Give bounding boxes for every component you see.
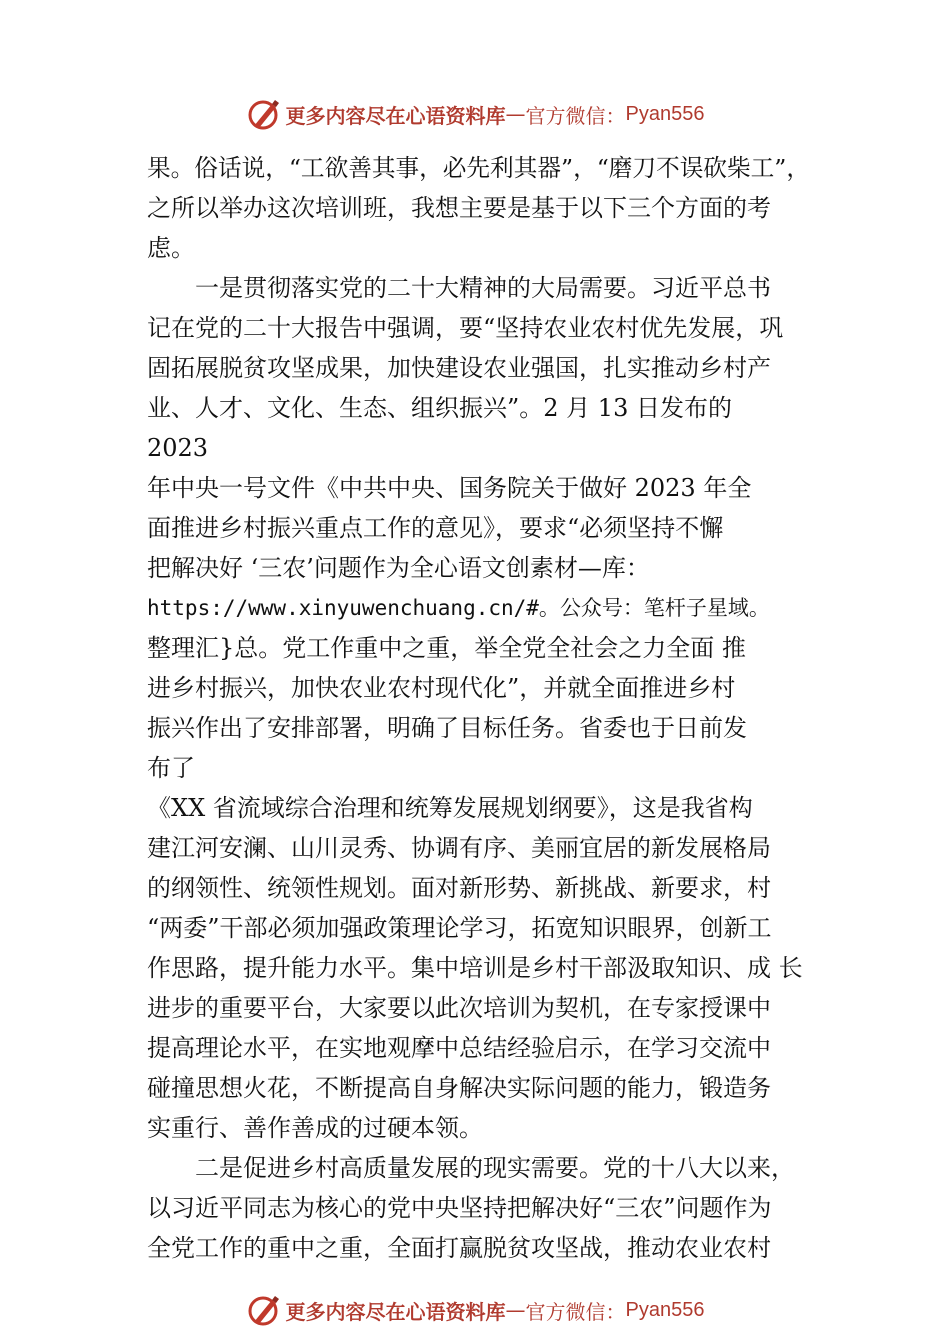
text-line: 之所以举办这次培训班，我想主要是基于以下三个方面的考 (147, 194, 771, 222)
header-banner (0, 94, 950, 134)
pen-logo-icon (246, 96, 282, 132)
text-line: 进乡村振兴，加快农业农村现代化”，并就全面推进乡村 (147, 674, 736, 702)
text-line: 振兴作出了安排部署，明确了目标任务。省委也于日前发 (147, 714, 747, 742)
banner-wechat-label: 官方微信： (525, 103, 626, 128)
banner-dash: — (505, 102, 526, 126)
text-line: 虑。 (147, 234, 195, 262)
text-line: 的纲领性、统领性规划。面对新形势、新挑战、新要求，村 (147, 874, 771, 902)
text-line: 碰撞思想火花，不断提高自身解决实际问题的能力，锻造务 (147, 1074, 771, 1102)
text-line: 建江河安澜、山川灵秀、协调有序、美丽宜居的新发展格局 (147, 834, 771, 862)
text-line: 记在党的二十大报告中强调，要“坚持农业农村优先发展，巩 (147, 314, 784, 342)
text-line: 提高理论水平，在实地观摩中总结经验启示，在学习交流中 (147, 1034, 771, 1062)
text-line: 《XX 省流域综合治理和统筹发展规划纲要》，这是我省构 (147, 794, 753, 822)
document-body (147, 148, 817, 1268)
banner-dash: — (505, 1298, 526, 1322)
footer-banner (0, 1290, 950, 1330)
text-line: 布了 (147, 754, 195, 782)
text-line: 固拓展脱贫攻坚成果，加快建设农业强国，扎实推动乡村产 (147, 354, 771, 382)
pen-logo-icon (246, 1292, 282, 1328)
text-line: “两委”干部必须加强政策理论学习，拓宽知识眼界，创新工 (147, 914, 772, 942)
text-line: 作思路，提升能力水平。集中培训是乡村干部汲取知识、成 长 (147, 954, 803, 982)
banner-wechat-label: 官方微信： (525, 1299, 626, 1324)
text-line: 2023 (147, 434, 209, 462)
text-line: 一是贯彻落实党的二十大精神的大局需要。习近平总书 (147, 274, 771, 302)
banner-wechat-id: Pyan556 (625, 1298, 705, 1321)
text-line: 果。俗话说，“工欲善其事，必先利其器”，“磨刀不误砍柴工”， (147, 154, 810, 182)
text-line: 以习近平同志为核心的党中央坚持把解决好“三农”问题作为 (147, 1194, 772, 1222)
text-line: 把解决好 ‘三农’问题作为全心语文创素材—库： (147, 554, 650, 582)
text-line: 年中央一号文件《中共中央、国务院关于做好 2023 年全 (147, 474, 752, 502)
banner-wechat-id: Pyan556 (625, 102, 705, 125)
text-line: 业、人才、文化、生态、组织振兴”。2 月 13 日发布的 (147, 394, 732, 422)
text-line: https://www.xinyuwenchuang.cn/#。公众号：笔杆子星域。 (147, 596, 770, 620)
banner-title: 更多内容尽在心语资料库 (285, 1299, 506, 1324)
banner-title: 更多内容尽在心语资料库 (285, 103, 506, 128)
text-line: 整理汇}总。党工作重中之重，举全党全社会之力全面 推 (147, 634, 746, 662)
text-line: 全党工作的重中之重，全面打赢脱贫攻坚战，推动农业农村 (147, 1234, 771, 1262)
text-line: 实重行、善作善成的过硬本领。 (147, 1114, 483, 1142)
text-line: 进步的重要平台，大家要以此次培训为契机，在专家授课中 (147, 994, 771, 1022)
text-line: 二是促进乡村高质量发展的现实需要。党的十八大以来， (147, 1154, 795, 1182)
text-line: 面推进乡村振兴重点工作的意见》，要求“必须坚持不懈 (147, 514, 724, 542)
